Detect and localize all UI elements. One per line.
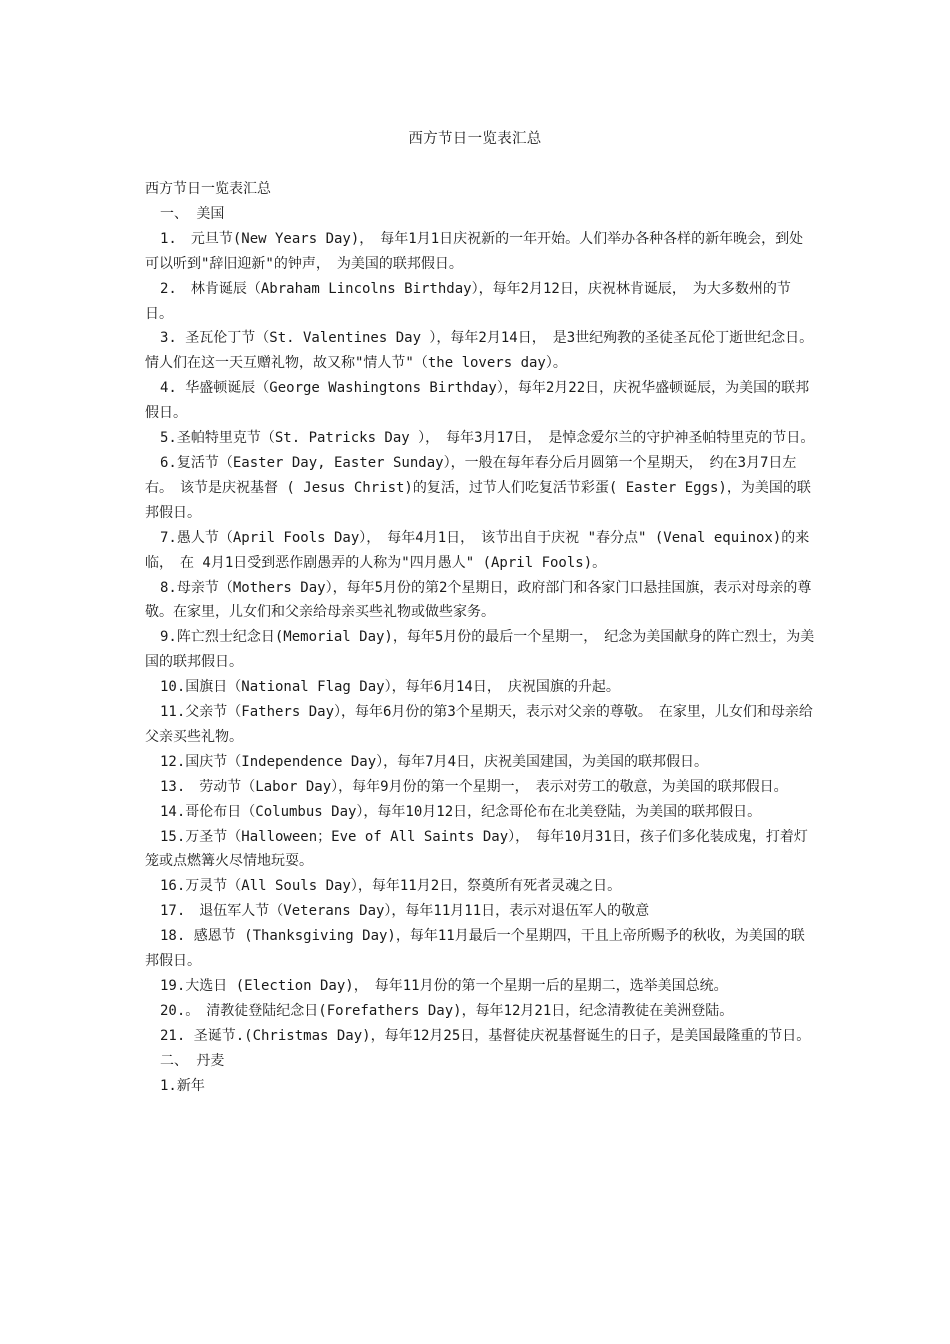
list-item: 11.父亲节（Fathers Day），每年6月份的第3个星期天，表示对父亲的尊敬。 在家里，儿女们和母亲给父亲买些礼物。 bbox=[145, 704, 813, 745]
list-item: 15.万圣节（Halloween；Eve of All Saints Day）， 每年10月31日，孩子们多化装成鬼，打着灯笼或点燃篝火尽情地玩耍。 bbox=[145, 828, 808, 870]
document-body bbox=[145, 177, 815, 1099]
list-item: 14.哥伦布日（Columbus Day），每年10月12日，纪念哥伦布在北美登陆，为美国的联邦假日。 bbox=[160, 803, 762, 820]
list-item: 18. 感恩节 (Thanksgiving Day)，每年11月最后一个星期四，干且上帝所赐予的秋收，为美国的联邦假日。 bbox=[145, 928, 805, 970]
section-heading-usa: 一、 美国 bbox=[160, 205, 225, 222]
lead-heading: 西方节日一览表汇总 bbox=[145, 181, 271, 197]
list-item: 1. 元旦节(New Years Day)， 每年1月1日庆祝新的一年开始。人们举办各种各样的新年晚会，到处可以听到"辞旧迎新"的钟声， 为美国的联邦假日。 bbox=[145, 230, 804, 272]
list-item: 5.圣帕特里克节（St. Patricks Day ）， 每年3月17日， 是悼念爱尔兰的守护神圣帕特里克的节日。 bbox=[160, 430, 815, 447]
list-item: 10.国旗日（National Flag Day），每年6月14日， 庆祝国旗的升起。 bbox=[160, 679, 620, 696]
list-item: 6.复活节（Easter Day, Easter Sunday），一般在每年春分后月圆第一个星期天， 约在3月7日左右。 该节是庆祝基督 ( Jesus Christ)的复活，过节人们吃复活节彩蛋( Easter Eggs)，为美国的联邦假日。 bbox=[145, 454, 811, 521]
list-item: 20.。 清教徒登陆纪念日(Forefathers Day)，每年12月21日，纪念清教徒在美洲登陆。 bbox=[160, 1002, 734, 1019]
list-item: 1.新年 bbox=[160, 1077, 205, 1094]
list-item: 9.阵亡烈士纪念日(Memorial Day)，每年5月份的最后一个星期一， 纪念为美国献身的阵亡烈士，为美国的联邦假日。 bbox=[145, 629, 815, 671]
list-item: 2. 林肯诞辰（Abraham Lincolns Birthday），每年2月12日，庆祝林肯诞辰， 为大多数州的节日。 bbox=[145, 280, 791, 322]
list-item: 21. 圣诞节.(Christmas Day)，每年12月25日，基督徒庆祝基督诞生的日子，是美国最隆重的节日。 bbox=[160, 1027, 811, 1044]
section-heading-denmark: 二、 丹麦 bbox=[160, 1052, 225, 1069]
list-item: 4. 华盛顿诞辰（George Washingtons Birthday），每年2月22日，庆祝华盛顿诞辰，为美国的联邦假日。 bbox=[145, 380, 810, 422]
list-item: 17. 退伍军人节（Veterans Day），每年11月11日，表示对退伍军人的敬意 bbox=[160, 903, 650, 920]
list-item: 8.母亲节（Mothers Day），每年5月份的第2个星期日，政府部门和各家门口悬挂国旗，表示对母亲的尊敬。在家里，儿女们和父亲给母亲买些礼物或做些家务。 bbox=[145, 579, 812, 621]
list-item: 12.国庆节（Independence Day），每年7月4日，庆祝美国建国，为美国的联邦假日。 bbox=[160, 753, 709, 770]
list-item: 13. 劳动节（Labor Day），每年9月份的第一个星期一， 表示对劳工的敬意，为美国的联邦假日。 bbox=[160, 778, 788, 795]
document-title: 西方节日一览表汇总 bbox=[408, 131, 542, 147]
list-item: 3. 圣瓦伦丁节（St. Valentines Day ），每年2月14日， 是3世纪殉教的圣徒圣瓦伦丁逝世纪念日。情人们在这一天互赠礼物，故又称"情人节"（the lovers day）。 bbox=[145, 330, 814, 372]
list-item: 16.万灵节（All Souls Day），每年11月2日，祭奠所有死者灵魂之日。 bbox=[160, 878, 622, 895]
list-item: 7.愚人节（April Fools Day）， 每年4月1日， 该节出自于庆祝 "春分点" (Venal equinox)的来临， 在 4月1日受到恶作剧愚弄的人称为"四月愚人" (April Fools)。 bbox=[145, 529, 810, 571]
list-item: 19.大选日 (Election Day)， 每年11月份的第一个星期一后的星期二，选举美国总统。 bbox=[160, 978, 728, 994]
